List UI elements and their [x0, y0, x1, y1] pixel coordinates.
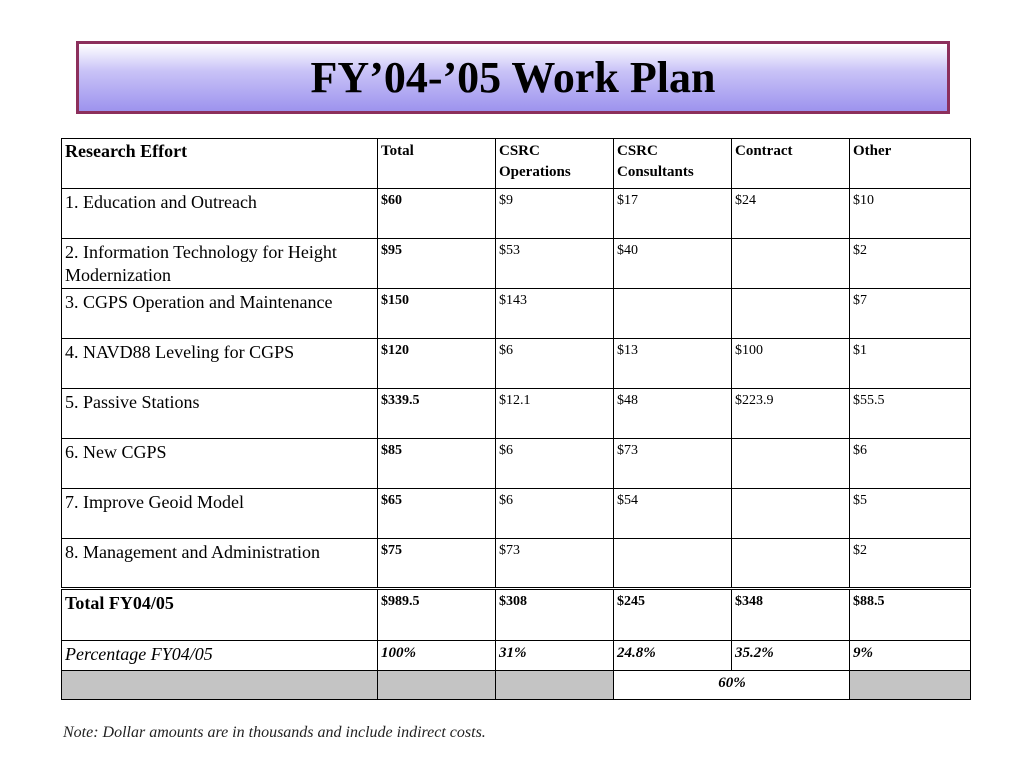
cell-total: $95 — [378, 239, 496, 289]
cell-effort: 1. Education and Outreach — [62, 189, 378, 239]
header-research-effort: Research Effort — [62, 139, 378, 189]
table-row — [62, 339, 971, 389]
cell-csrc-operations: 31% — [496, 641, 614, 671]
total-row — [62, 589, 971, 641]
cell-other: $88.5 — [850, 589, 971, 641]
cell-other: $7 — [850, 289, 971, 339]
cell-contract: $223.9 — [732, 389, 850, 439]
cell-effort: 4. NAVD88 Leveling for CGPS — [62, 339, 378, 389]
cell-other: $2 — [850, 539, 971, 589]
cell-other: $6 — [850, 439, 971, 489]
table-row — [62, 189, 971, 239]
cell-contract — [732, 539, 850, 589]
footnote: Note: Dollar amounts are in thousands and include indirect costs. — [63, 724, 486, 741]
cell-total: $989.5 — [378, 589, 496, 641]
cell-csrc-consultants — [614, 539, 732, 589]
cell-csrc-operations: $12.1 — [496, 389, 614, 439]
cell-contract — [732, 289, 850, 339]
cell-csrc-consultants: $17 — [614, 189, 732, 239]
page-title: FY’04-’05 Work Plan — [310, 53, 716, 102]
shaded-cell — [850, 671, 971, 700]
cell-other: $5 — [850, 489, 971, 539]
percentage-row — [62, 641, 971, 671]
cell-total: $120 — [378, 339, 496, 389]
table-row — [62, 489, 971, 539]
cell-total: 100% — [378, 641, 496, 671]
cell-contract — [732, 439, 850, 489]
cell-effort: Total FY04/05 — [62, 589, 378, 641]
cell-contract: $24 — [732, 189, 850, 239]
cell-effort: 3. CGPS Operation and Maintenance — [62, 289, 378, 339]
cell-csrc-consultants: 24.8% — [614, 641, 732, 671]
table-row — [62, 389, 971, 439]
cell-total: $339.5 — [378, 389, 496, 439]
cell-csrc-operations: $6 — [496, 339, 614, 389]
cell-csrc-consultants: $73 — [614, 439, 732, 489]
cell-other: $2 — [850, 239, 971, 289]
cell-csrc-operations: $308 — [496, 589, 614, 641]
shaded-cell — [62, 671, 378, 700]
header-row — [62, 139, 971, 189]
cell-other: $10 — [850, 189, 971, 239]
shaded-cell — [378, 671, 496, 700]
cell-total: $65 — [378, 489, 496, 539]
cell-total: $60 — [378, 189, 496, 239]
cell-csrc-operations: $9 — [496, 189, 614, 239]
cell-effort: 7. Improve Geoid Model — [62, 489, 378, 539]
cell-csrc-consultants: $40 — [614, 239, 732, 289]
cell-other: $55.5 — [850, 389, 971, 439]
cell-csrc-consultants: $48 — [614, 389, 732, 439]
shaded-cell — [496, 671, 614, 700]
table-row — [62, 539, 971, 589]
cell-effort: 5. Passive Stations — [62, 389, 378, 439]
table-row — [62, 289, 971, 339]
header-csrc-operations: CSRC Operations — [496, 139, 614, 189]
header-csrc-consultants: CSRC Consultants — [614, 139, 732, 189]
cell-contract: $100 — [732, 339, 850, 389]
cell-effort: 6. New CGPS — [62, 439, 378, 489]
title-banner — [76, 41, 950, 114]
cell-csrc-operations: $6 — [496, 439, 614, 489]
cell-csrc-consultants: $245 — [614, 589, 732, 641]
header-other: Other — [850, 139, 971, 189]
cell-total: $150 — [378, 289, 496, 339]
cell-contract — [732, 239, 850, 289]
cell-effort: Percentage FY04/05 — [62, 641, 378, 671]
table-row — [62, 439, 971, 489]
cell-csrc-operations: $6 — [496, 489, 614, 539]
cell-effort: 8. Management and Administration — [62, 539, 378, 589]
cell-csrc-consultants: $54 — [614, 489, 732, 539]
cell-other: 9% — [850, 641, 971, 671]
cell-csrc-operations: $143 — [496, 289, 614, 339]
table-row — [62, 239, 971, 289]
cell-other: $1 — [850, 339, 971, 389]
cell-total: $75 — [378, 539, 496, 589]
combined-percentage: 60% — [614, 671, 850, 700]
cell-effort: 2. Information Technology for Height Modernization — [62, 239, 378, 289]
combined-row — [62, 671, 971, 700]
cell-contract: 35.2% — [732, 641, 850, 671]
cell-contract: $348 — [732, 589, 850, 641]
header-contract: Contract — [732, 139, 850, 189]
cell-csrc-consultants: $13 — [614, 339, 732, 389]
cell-csrc-consultants — [614, 289, 732, 339]
header-total: Total — [378, 139, 496, 189]
cell-csrc-operations: $53 — [496, 239, 614, 289]
cell-total: $85 — [378, 439, 496, 489]
cell-csrc-operations: $73 — [496, 539, 614, 589]
cell-contract — [732, 489, 850, 539]
work-plan-table — [61, 138, 971, 700]
